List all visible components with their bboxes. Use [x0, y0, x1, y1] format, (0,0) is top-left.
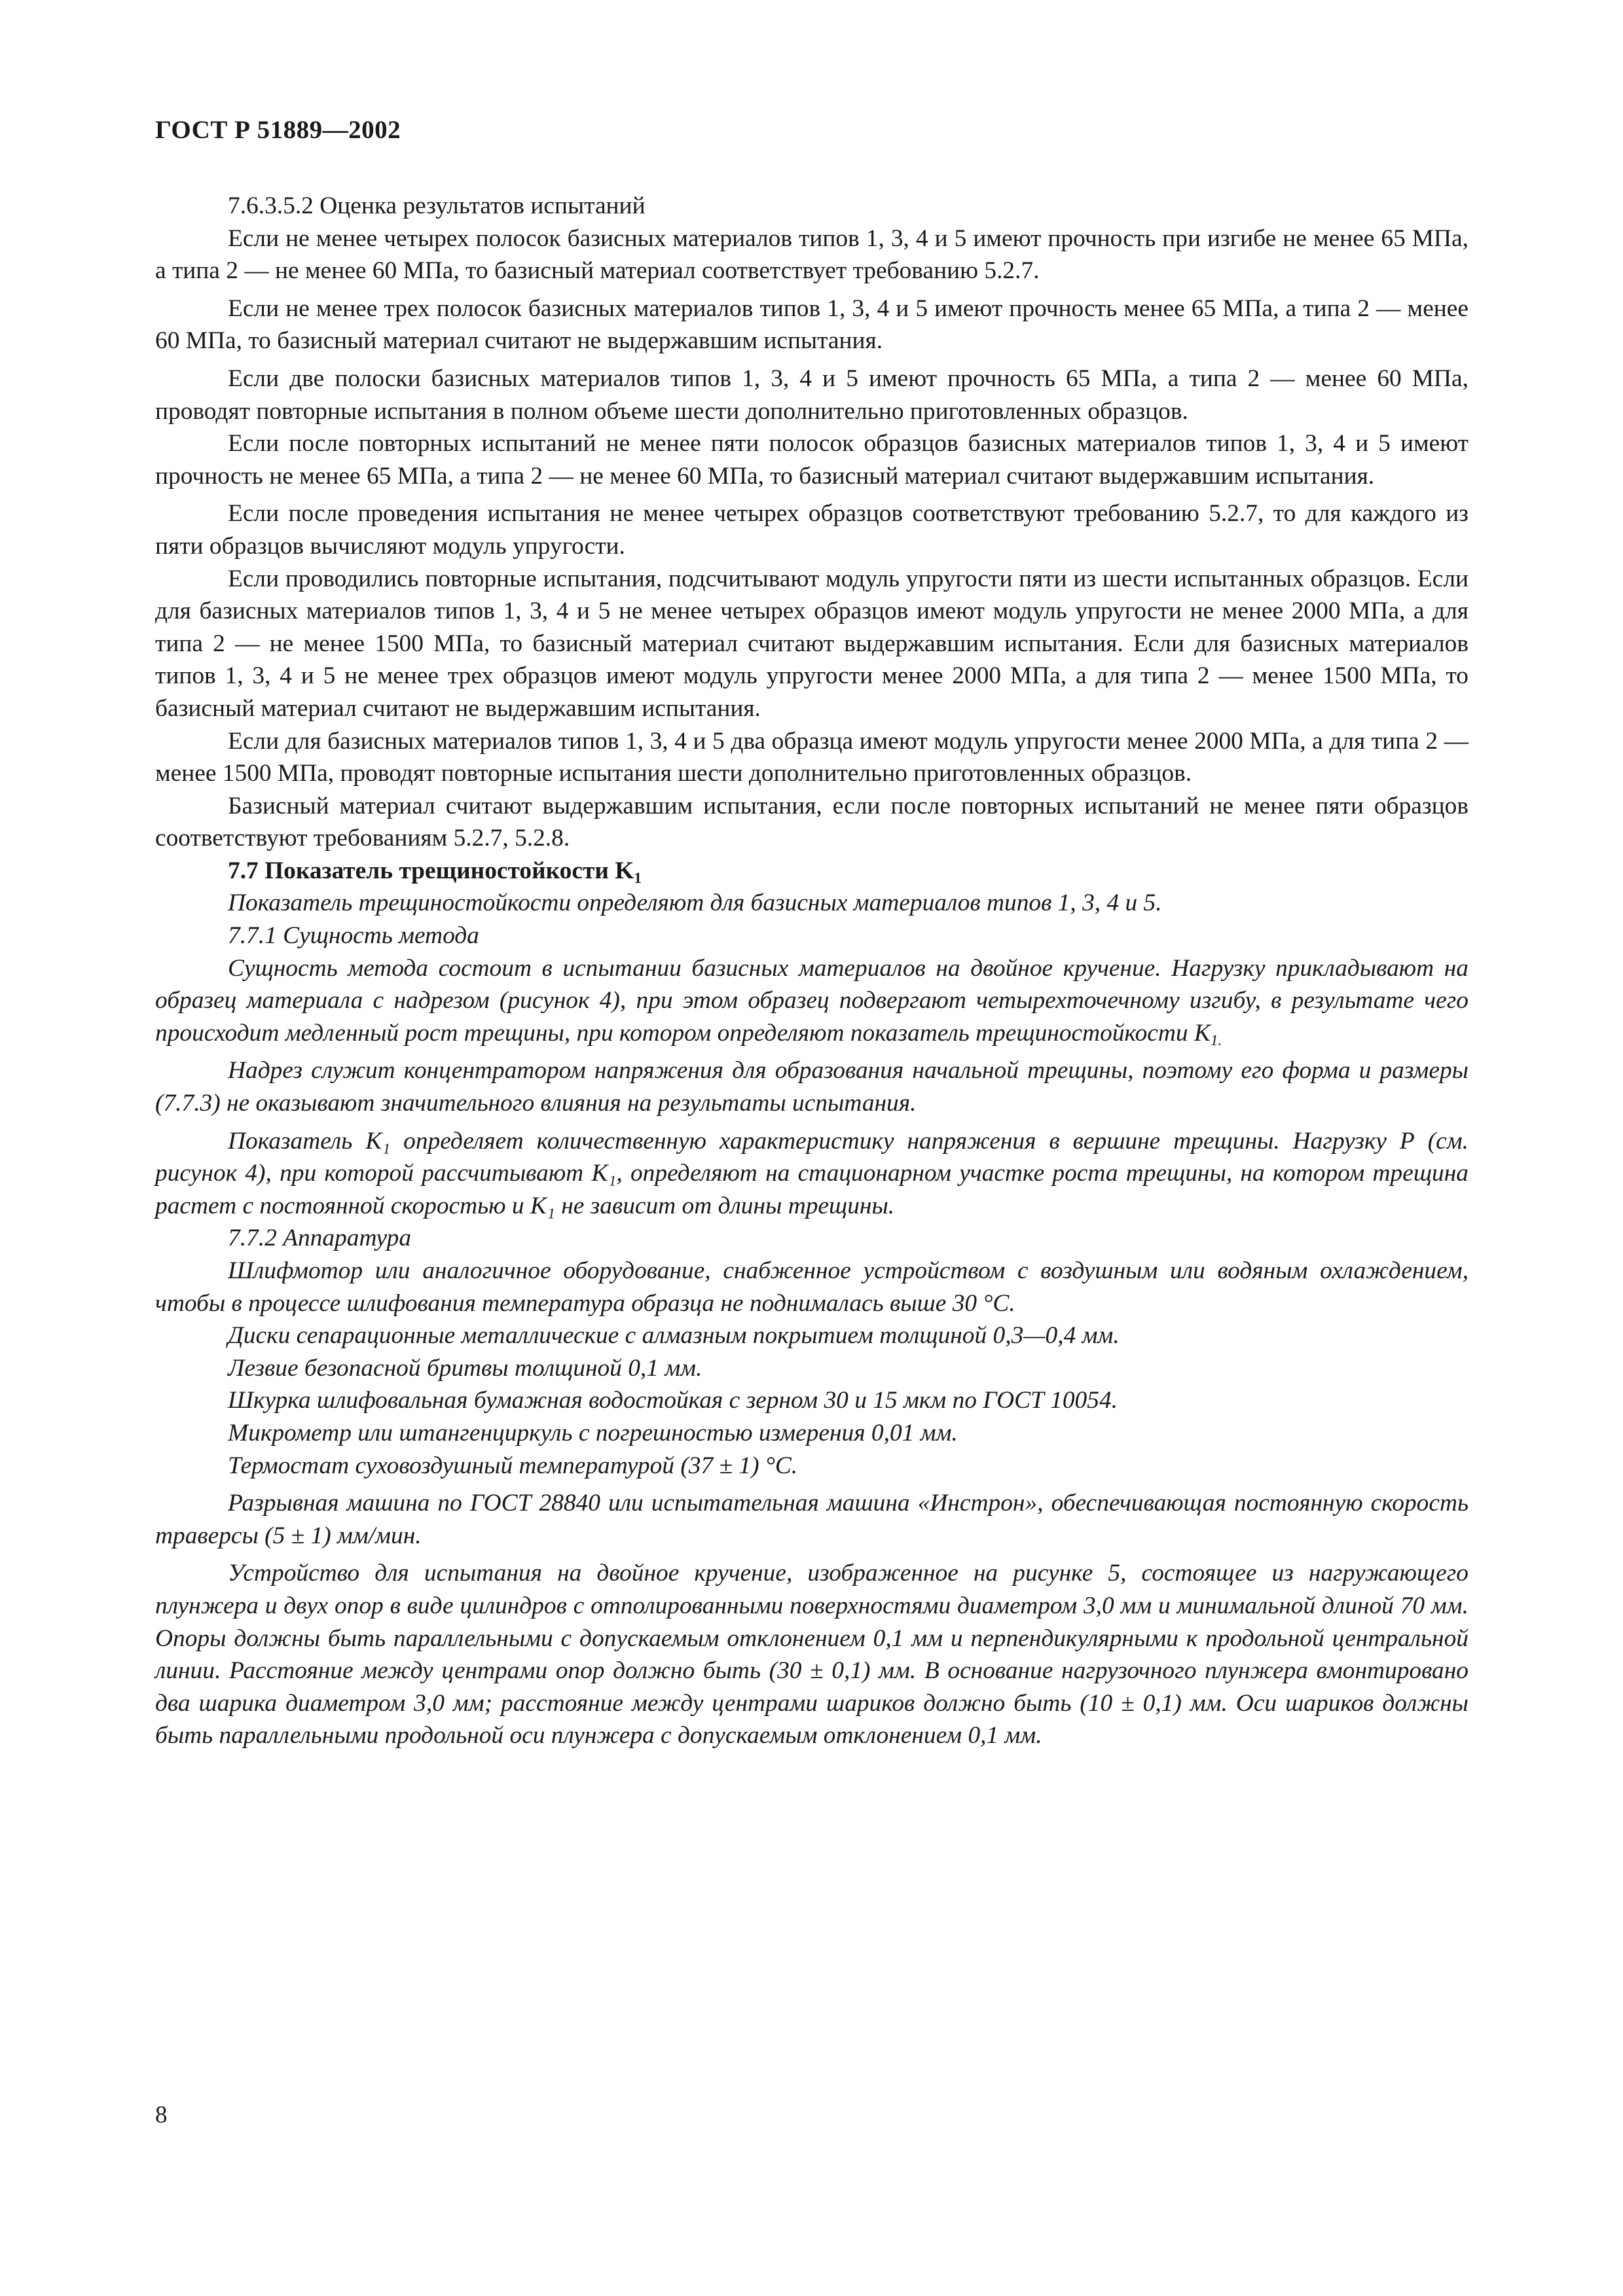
paragraph: Базисный материал считают выдержавшим испытания, если после повторных испытаний не менее пяти образцов соответствуют требованиям 5.2.7, 5.2.8. — [155, 792, 1468, 852]
paragraph: Шлифмотор или аналогичное оборудование, снабженное устройством с воздушным или водяным охлаждением, чтобы в процессе шлифования температура образца не поднималась выше 30 °С. — [155, 1257, 1468, 1317]
paragraph: Если после проведения испытания не менее четырех образцов соответствуют требованию 5.2.7, то для каждого из пяти образцов вычисляют модуль упругости. — [155, 500, 1468, 560]
paragraph-text: Сущность метода состоит в испытании базисных материалов на двойное кручение. Нагрузку прикладывают на образец материала с надрезом (рисунок 4), при этом образец подвергают четырехточечному изгибу, в результате чего происходит медленный рост трещины, при котором определяют показатель трещиностойкости K — [155, 954, 1468, 1047]
paragraph: Если не менее трех полосок базисных материалов типов 1, 3, 4 и 5 имеют прочность менее 65 МПа, а типа 2 — менее 60 МПа, то базисный материал считают не выдержавшим испытания. — [155, 295, 1468, 355]
document-body — [155, 190, 1468, 1752]
subscript: 1. — [1210, 1031, 1222, 1049]
paragraph: Разрывная машина по ГОСТ 28840 или испытательная машина «Инстрон», обеспечивающая постоянную скорость траверсы (5 ± 1) мм/мин. — [155, 1490, 1468, 1549]
subsection-title: 7.7.1 Сущность метода — [228, 922, 479, 950]
page-number: 8 — [155, 2102, 168, 2128]
list-item: Микрометр или штангенциркуль с погрешностью измерения 0,01 мм. — [228, 1419, 958, 1446]
list-item: Шкурка шлифовальная бумажная водостойкая с зерном 30 и 15 мкм по ГОСТ 10054. — [228, 1387, 1118, 1414]
paragraph — [155, 952, 1468, 1050]
subscript: 1 — [634, 869, 642, 887]
paragraph: Если для базисных материалов типов 1, 3, 4 и 5 два образца имеют модуль упругости менее 2000 МПа, а для типа 2 — менее 1500 МПа, проводят повторные испытания шести дополнительно приготовленных образцов. — [155, 727, 1468, 787]
section-heading-text: 7.7 Показатель трещиностойкости K — [228, 857, 634, 884]
list-item: Лезвие безопасной бритвы толщиной 0,1 мм. — [228, 1354, 702, 1382]
subsection-title: 7.7.2 Аппаратура — [228, 1225, 412, 1252]
document-header: ГОСТ Р 51889—2002 — [155, 116, 401, 144]
paragraph: Если после повторных испытаний не менее пяти полосок образцов базисных материалов типов 1, 3, 4 и 5 имеют прочность не менее 65 МПа, а типа 2 — не менее 60 МПа, то базисный материал считают выдержавшим испытания. — [155, 430, 1468, 490]
paragraph: Надрез служит концентратором напряжения для образования начальной трещины, поэтому его форма и размеры (7.7.3) не оказывают значительного влияния на результаты испытания. — [155, 1057, 1468, 1117]
paragraph: Показатель трещиностойкости определяют для базисных материалов типов 1, 3, 4 и 5. — [228, 889, 1162, 917]
paragraph: Если две полоски базисных материалов типов 1, 3, 4 и 5 имеют прочность 65 МПа, а типа 2 — менее 60 МПа, проводят повторные испытания в полном объеме шести дополнительно приготовленных образцов. — [155, 365, 1468, 425]
paragraph: Показатель K₁ определяет количественную характеристику напряжения в вершине трещины. Нагрузку Р (см. рисунок 4), при которой рассчитывают K₁, определяют на стационарном участке роста трещины, на котором трещина растет с постоянной скоростью и K₁ не зависит от длины трещины. — [155, 1127, 1468, 1219]
section-heading — [155, 855, 1468, 888]
paragraph: Устройство для испытания на двойное кручение, изображенное на рисунке 5, состоящее из нагружающего плунжера и двух опор в виде цилиндров с отполированными поверхностями диаметром 3,0 мм и минимальной длиной 70 мм. Опоры должны быть параллельными с допускаемым отклонением 0,1 мм и перпендикулярными к продольной центральной линии. Расстояние между центрами опор должно быть (30 ± 0,1) мм. В основание нагрузочного плунжера вмонтировано два шарика диаметром 3,0 мм; расстояние между центрами шариков должно быть (10 ± 0,1) мм. Оси шариков должны быть параллельными продольной оси плунжера с допускаемым отклонением 0,1 мм. — [155, 1560, 1468, 1749]
paragraph-subsection-title: 7.6.3.5.2 Оценка результатов испытаний — [228, 192, 646, 219]
paragraph: Если не менее четырех полосок базисных материалов типов 1, 3, 4 и 5 имеют прочность при изгибе не менее 65 МПа, а типа 2 — не менее 60 МПа, то базисный материал соответствует требованию 5.2.7. — [155, 224, 1468, 285]
list-item: Термостат суховоздушный температурой (37 ± 1) °С. — [228, 1452, 798, 1479]
paragraph: Если проводились повторные испытания, подсчитывают модуль упругости пяти из шести испытанных образцов. Если для базисных материалов типов 1, 3, 4 и 5 не менее четырех образцов имеют модуль упругости не менее 2000 МПа, а для типа 2 — не менее 1500 МПа, то базисный материал считают выдержавшим испытания. Если для базисных материалов типов 1, 3, 4 и 5 не менее трех образцов имеют модуль упругости менее 2000 МПа, а для типа 2 — менее 1500 МПа, то базисный материал считают не выдержавшим испытания. — [155, 565, 1468, 722]
list-item: Диски сепарационные металлические с алмазным покрытием толщиной 0,3—0,4 мм. — [228, 1322, 1120, 1350]
